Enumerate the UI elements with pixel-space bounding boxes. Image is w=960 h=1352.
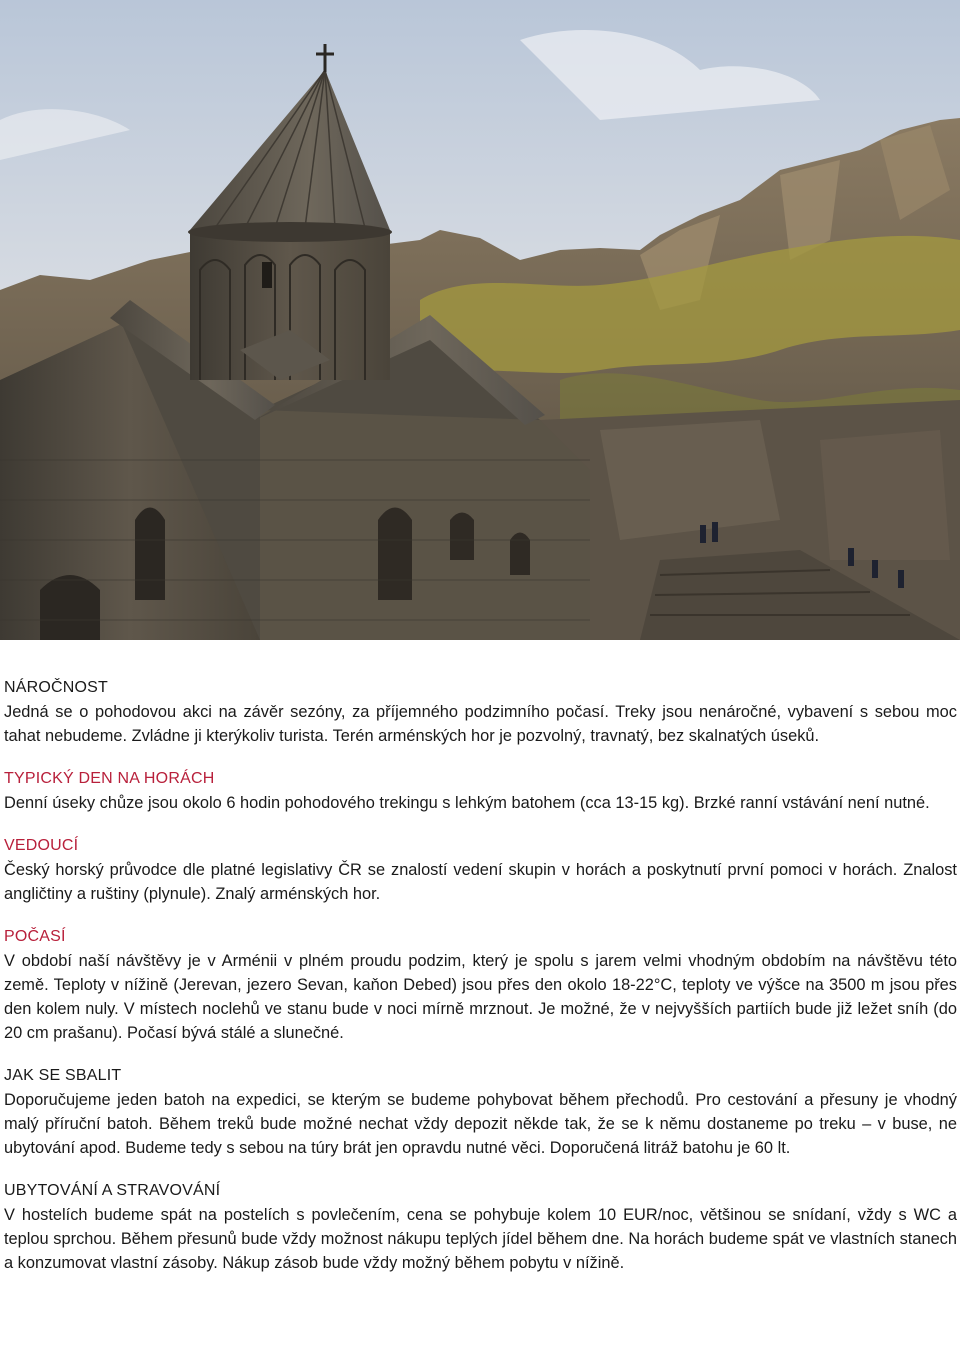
section-jak-se-sbalit bbox=[4, 1064, 957, 1160]
section-text: Denní úseky chůze jsou okolo 6 hodin pohodového trekingu s lehkým batohem (cca 13-15 kg). Brzké ranní vstávání není nutné. bbox=[4, 794, 930, 812]
section-vedouci bbox=[4, 834, 957, 906]
section-heading: NÁROČNOST bbox=[4, 679, 109, 696]
section-text: Doporučujeme jeden batoh na expedici, se kterým se budeme pohybovat během přechodů. Pro cestování a přesuny je vhodný malý příruční batoh. Během treků bude možné nechat vždy depozit někde tak, že se k němu dostaneme po treku – v buse, ne ubytování apod. Budeme tedy s sebou na túry brát jen opravdu nutné věci. Doporučená litráž batohu je 60 lt. bbox=[4, 1091, 957, 1157]
section-heading: JAK SE SBALIT bbox=[4, 1067, 122, 1084]
section-ubytovani bbox=[4, 1179, 957, 1275]
section-text: Jedná se o pohodovou akci na závěr sezóny, za příjemného podzimního počasí. Treky jsou nenáročné, vybavení s sebou moc tahat nebudeme. Zvládne ji kterýkoliv turista. Terén arménských hor je pozvolný, travnatý, bez skalnatých úseků. bbox=[4, 703, 957, 745]
section-pocasi bbox=[4, 925, 957, 1045]
header-photo bbox=[0, 0, 960, 640]
section-typicky-den bbox=[4, 767, 957, 815]
church-photo-illustration bbox=[0, 0, 960, 640]
section-text: Český horský průvodce dle platné legislativy ČR se znalostí vedení skupin v horách a poskytnutí první pomoci v horách. Znalost angličtiny a ruštiny (plynule). Znalý arménských hor. bbox=[4, 861, 957, 903]
section-heading: VEDOUCÍ bbox=[4, 837, 79, 854]
section-heading: POČASÍ bbox=[4, 928, 66, 945]
document-body bbox=[4, 676, 957, 1294]
section-narocnost bbox=[4, 676, 957, 748]
section-text: V hostelích budeme spát na postelích s povlečením, cena se pohybuje kolem 10 EUR/noc, většinou se snídaní, vždy s WC a teplou sprchou. Během přesunů bude vždy možnost nákupu teplých jídel během dne. Na horách budeme spát ve vlastních stanech a konzumovat vlastní zásoby. Nákup zásob bude vždy možný během pobytu v nížině. bbox=[4, 1206, 957, 1272]
section-heading: TYPICKÝ DEN NA HORÁCH bbox=[4, 770, 215, 787]
section-heading: UBYTOVÁNÍ A STRAVOVÁNÍ bbox=[4, 1182, 221, 1199]
section-text: V období naší návštěvy je v Arménii v plném proudu podzim, který je spolu s jarem velmi vhodným obdobím na návštěvu této země. Teploty v nížině (Jerevan, jezero Sevan, kaňon Debed) jsou přes den okolo 18-22°C, teploty ve výšce na 3500 m jsou přes den kolem nuly. V místech noclehů ve stanu bude v noci mírně mrznout. Je možné, že v nejvyšších partiích bude již ležet sníh (do 20 cm prašanu). Počasí bývá stálé a slunečné. bbox=[4, 952, 957, 1042]
